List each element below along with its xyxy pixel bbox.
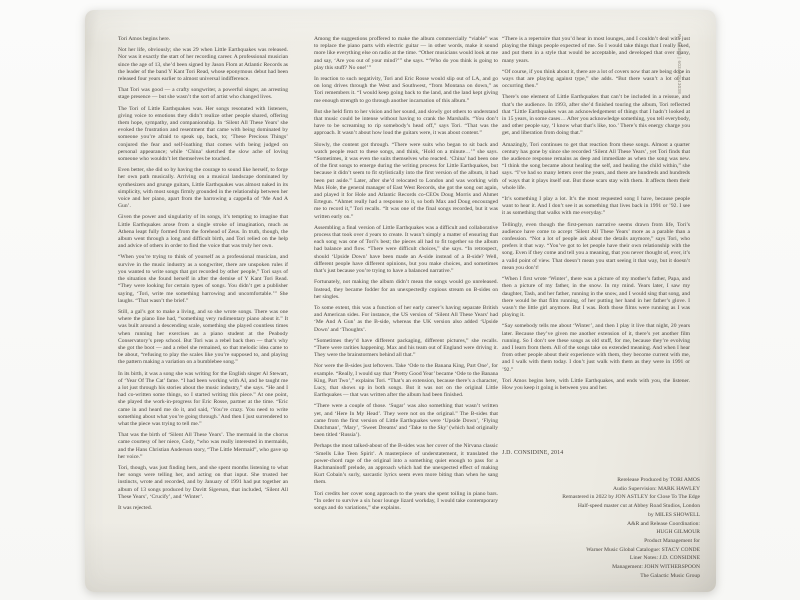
liner-notes-paragraph: Assembling a final version of Little Earthquakes was a difficult and collaborative process that took over 4 years to create. It wasn’t simply a matter of ensuring that each song was one of Tori’s best; the pieces all had to fit together so the album had balance and flow. “There were difficult choices,” she says. “In retrospect, should ‘Upside Down’ have been made an A-side instead of a B-side? Well, different people have different opinions, but you make choices, and sometimes that’s just because you’re trying to have a balanced narrative.” — [314, 224, 498, 275]
liner-notes-paragraph: “There were a couple of those. ‘Sugar’ was also something that wasn’t written yet, and ‘Here In My Head’. They were not on the original.” The B-sides that came from the first version of Little Earthquakes were ‘Upside Down’, ‘Flying Dutchman’, ‘Mary’, ‘Sweet Dreams’ and ‘Take to the Sky’ (which had originally been titled ‘Russia’). — [314, 403, 498, 439]
liner-notes-paragraph: Tori Amos begins here. — [118, 36, 171, 42]
liner-notes-paragraph: Fortunately, not making the album didn’t mean the songs would go unreleased. Instead, they became fodder for an unexpectedly copious stream on B-sides on her singles. — [314, 279, 498, 300]
liner-notes-paragraph: Even better, she did so by having the courage to sound like herself, to forge her own path musically. Arriving on a musical landscape dominated by synthesizers and grunge guitars, Little Earthquakes was almost naked in its simplicity, with most songs firmly grounded in the relationship between her voice and her piano, apart from the harrowing a cappella of ‘Me And A Gun’. — [118, 167, 288, 210]
liner-notes-paragraph: Amazingly, Tori continues to get that reaction from these songs. Almost a quarter century has gone by since she recorded ‘Silent All These Years’, yet Tori finds that the audience response remains as deep and immediate as when the song was new. “I think the song became about healing the self, and healing the child within,” she says. “I’ve had so many letters over the years, and there are hundreds and hundreds of ways that it plays itself out. But those scars stay with them. It affects them their whole life. — [502, 141, 690, 191]
liner-notes-paragraph: Tori Amos begins here, with Little Earthquakes, and ends with you, the listener. How you keep it going is between you and her. — [502, 377, 690, 391]
liner-notes-paragraph: Among the suggestions proffered to make the album commercially “viable” was to replace the piano parts with electric guitar — in other words, make it sound more like everything else on radio at the time. “Other musicians would look at me and say, ‘Are you out of your mind?’” she says. “‘Who do you think is going to play this stuff? No one!’” — [314, 36, 498, 71]
liner-notes-paragraph: Still, a gal’s got to make a living, and so she wrote songs. There was one where the piano line had, “something very rudimentary piano about it.” It was built around a descending scale, something she played countless times when running her exercises as a piano student at the Peabody Conservatory’s prep school. But Tori was a rebel back then — that’s why she got the boot — and a rebel she remained, so that melodic idea came to be about, “refusing to play the scales like you’re supposed to, and playing the pattern making a variation on a bumblebee song.” — [118, 308, 288, 366]
credit-line: Remastered in 2022 by JON ASTLEY for Close To The Edge — [562, 494, 700, 501]
text-column-2 — [314, 36, 498, 516]
liner-notes-paragraph: “It’s something I play a lot. It’s the most requested song I have, because people want to hear it. And I don’t see it as something that lives back in 1991 or ’92. I see it as something that walks with me everyday.” — [502, 196, 690, 217]
liner-notes-paragraph: “There is a repertoire that you’d hear in most lounges, and I couldn’t deal with just playing the things people expected of me. So I would take things that I really liked, and put them in a style that would be acceptable, and developed that over many, many years. — [502, 36, 690, 64]
liner-notes-paragraph: But she held firm to her vision and her sound, and slowly got others to understand that music could be intense without having to crank the Marshalls. “You don’t have to be screaming to rip somebody’s head off,” says Tori. “That was the approach. It wasn’t about how loud the guitars were, it was about content.” — [314, 108, 498, 137]
credit-line: Warner Music Global Catalogue: STACY CONDE — [586, 546, 700, 553]
liner-notes-paragraph: “Sometimes they’d have different packaging, different pictures,” she recalls. “There were rarities happening. Max and his team out of England were driving it. They were the brainstormers behind all that.” — [314, 337, 498, 359]
liner-notes-paragraph: To some extent, this was a function of her early career’s having separate British and American sides. For instance, the US version of ‘Silent All These Years’ had ‘Me And A Gun’ as the B-side, whereas the UK version also added ‘Upside Down’ and ‘Thoughts’. — [314, 304, 498, 333]
credit-line: Liner Notes: J.D. CONSIDINE — [629, 555, 700, 562]
liner-notes-paragraph: In reaction to such negativity, Tori and Eric Rosse would slip out of LA, and go on long drives through the West and Southwest, “from Montana on down,” as Tori remembers it. “I would keep going back to the land, and the land kept giving me enough strength to go through another incarnation of this album.” — [314, 76, 498, 104]
liner-notes-paragraph: “Say somebody tells me about ‘Winter’, and then I play it live that night, 20 years later. Because they’ve given me another extension of it, there’s yet another film running. So I don’t see these songs as old stuff, for me, because they’re evolving and I learn from them. All of the songs take on extended meaning. And when I hear from other people about their experience with them, they become current with me, and I walk with them today. I don’t just walk with them as they were in 1991 or ’92.” — [502, 323, 690, 373]
credit-line: Management: JOHN WITHERSPOON — [612, 564, 700, 571]
liner-notes-paragraph: Slowly, the content got through. “There were suits who began to sit back and watch people react to these songs, and think, ‘Hold on a minute…’” she says. “Sometimes, it was even the suits themselves who reacted. ‘China’ had been one of the first songs to emerge during the writing process for Little Earthquakes, but because it didn’t seem to fit stylistically into the first version of the album, it had been put aside.” Later, after she’d relocated to London and was working with Max Hole, the general manager of East West Records, she got the song out again, and played it for Hole and Atlantic Records co-CEOs Doug Morris and Ahmet Ertegun. “Ahmet really had a response to it, so both Max and Doug encouraged me to record it,” Tori recalls. “It was one of the final songs recorded, but it was written early on.” — [314, 141, 498, 220]
text-column-1 — [118, 36, 288, 516]
liner-notes-paragraph: That Tori was good — a crafty songwriter, a powerful singer, an arresting stage presence — but she wasn’t the sort of artist who changed lives. — [118, 87, 288, 101]
credit-line: Audio Supervision: MARK HAWLEY — [612, 485, 700, 492]
liner-notes-paragraph: Not her life, obviously; she was 29 when Little Earthquakes was released. Nor was it exactly the start of her recording career. A professional musician since the age of 13, she’d been signed by Jason Flom at Atlantic Records as the leader of the band Y Kant Tori Read, whose eponymous debut had been released four years earlier to almost universal indifference. — [118, 47, 288, 83]
liner-notes-paragraph: Nor were the B-sides just leftovers. Take ‘Ode to the Banana King, Part One’, for example. “Really, I would say that ‘Pretty Good Year’ became ‘Ode to the Banana King, Part Two’,” explains Tori. “That’s an extension, because there’s a character, Lucy, that shows up in both songs. But it was not on the original Little Earthquakes — that was written after the album had been finished. — [314, 363, 498, 399]
credit-line: by MILES SHOWELL — [648, 511, 700, 518]
liner-notes-paragraph: “When I first wrote ‘Winter’, there was a picture of my mother’s father, Papa, and then a picture of my father, in the snow. In my mind. Years later, I saw my daughter, Tash, and her father, running in the snow, and I would sing that song, and there would be that film running, of her putting her hand in her father’s glove. I wasn’t the little girl anymore. But I was. Both those films were running as I was playing it. — [502, 276, 690, 319]
liner-notes-paragraph: Tellingly, even though the first-person narrative seems drawn from life, Tori’s audience have come to accept ‘Silent All These Years’ more as a parable than a confession. “Not a lot of people ask about the details anymore,” says Tori, who prefers it that way. “You’ve got to let people have their own relationship with the song. Even if they come and tell you a meaning, that you never thought of, ever, it’s a valid point of view. That doesn’t mean you start seeing it that way, but it doesn’t mean you don’t! — [502, 221, 690, 271]
credit-line: A&R and Release Coordination: — [627, 520, 700, 527]
liner-notes-page — [85, 10, 716, 592]
liner-notes-paragraph: There’s one element of Little Earthquakes that can’t be included in a reissue, and that’s the audience. In 1993, after she’d finished touring the album, Tori reflected that “Little Earthquakes was an acknowledgement of things that I hadn’t looked at in 15 years, in some cases… After you acknowledge something, you tell everybody, and other people say, ‘I know what that’s like, too.’ There’s this energy charge you get, and liberation from doing that.” — [502, 94, 690, 137]
liner-notes-paragraph: That was the birth of ‘Silent All These Years’. The mermaid in the chorus came courtesy of her niece, Cody, “who was really interested in mermaids, and the Hans Christian Anderson story, “The Little Mermaid”, who gave up her voice.” — [118, 432, 288, 460]
liner-notes-paragraph: “When you’re trying to think of yourself as a professional musician, and survive in the music industry as a songwriter, there are unspoken rules if you wanted to write songs that got recorded by other people,” Tori says of the situation she found herself in after the demise of Y Kant Tori Read. “They were looking for certain types of songs. You didn’t get a publisher saying, ‘Tori, write me something harrowing and uncomfortable.’” She laughs. “That wasn’t the brief.” — [118, 254, 288, 304]
credit-line: Product Management for — [644, 537, 700, 544]
liner-notes-paragraph: It was rejected. — [118, 504, 153, 511]
liner-notes-paragraph: In its birth, it was a song she was writing for the English singer Al Stewart, of ‘Year Of The Cat’ fame. “I had been working with Al, and he taught me a lot just through his stories about the music industry,” she says. “He and I had co-written some things, so I started writing this piece.” At one point, she played the work-in-progress for Eric Rosse, partner at the time. “Eric came in and heard me do it, and said, ‘You’re crazy. You need to write something about what you’re going through.’ And then I just surrendered to what the piece was trying to tell me.” — [118, 370, 288, 427]
text-column-3 — [502, 36, 690, 396]
credit-line: HUGH GILMOUR — [656, 529, 700, 536]
liner-notes-paragraph: Given the power and singularity of its songs, it’s tempting to imagine that Little Earthquakes arose from a single stroke of imagination, much as Athena leapt fully formed from the forehead of Zeus. In truth, though, the album went through a long and difficult birth, and Tori relied on the help and advice of others in order to find the voice that was truly her own. — [118, 214, 288, 250]
liner-notes-paragraph: Tori, though, was just finding hers, and she spent months listening to what her songs were telling her, and acting on that input. She trusted her instincts, wrote and recorded, and by January of 1991 had put together an album of 13 songs produced by Davitt Sigerson, that included, ‘Silent All These Years’, ‘Crucify’, and ‘Winter’. — [118, 464, 288, 500]
credits-block — [440, 476, 700, 580]
credit-line: Half-speed master cut at Abbey Road Studios, London — [577, 503, 700, 510]
liner-notes-paragraph: The Tori of Little Earthquakes was. Her songs resonated with listeners, giving voice to emotions they didn’t realize other people shared, offering them hope, sympathy, and companionship. In ‘Silent All These Years’ she evoked the frustration and resentment that came with being dominated by someone you’re afraid to speak up, back, to; ‘These Precious Things’ conjured the fear and self-loathing that comes with being judged on personal appearance; while ‘China’ sketched the slow ache of loving someone who wouldn’t let themselves be touched. — [118, 105, 288, 163]
credit-line: The Galactic Music Group — [640, 572, 700, 579]
catalog-number-vertical-text: R1 82358 | 603497843038 — [677, 34, 682, 95]
credit-line: Rerelease Produced by TORI AMOS — [617, 477, 700, 483]
author-signoff: J.D. CONSIDINE, 2014 — [502, 450, 564, 456]
liner-notes-paragraph: “Of course, if you think about it, there are a lot of covers now that are being done in ways that are playing against type,” she adds. “But there wasn’t a lot of that occurring then.” — [502, 68, 690, 90]
liner-notes-paragraph: Perhaps the most talked-about of the B-sides was her cover of the Nirvana classic ‘Smells Like Teen Spirit’. A masterpiece of understatement, it translated the power-chord rage of the original into a something quiet enough to pass for a Rachmaninoff prelude, an approach which had the unexpected effect of making Kurt Cobain’s surly, sarcastic lyrics seem even more biting than when he sang them. — [314, 443, 498, 486]
liner-notes-paragraph: Tori credits her cover song approach to the years she spent toiling in piano bars. “In order to survive a six hour lounge lizard workday, I would take contemporary songs and do variations,” she explains. — [314, 490, 498, 511]
